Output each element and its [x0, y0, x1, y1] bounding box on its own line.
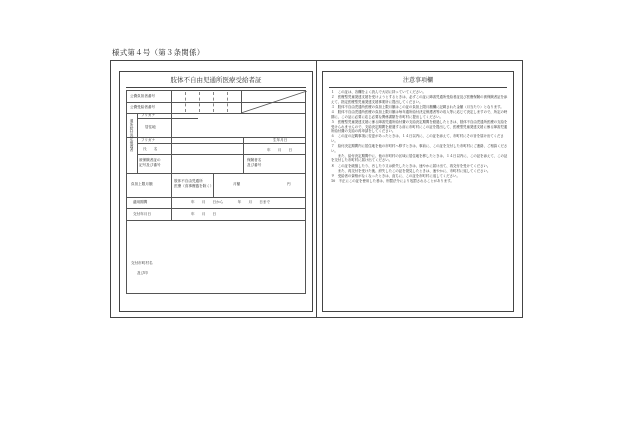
copay-limit-note: 肢体不自由児通所 医療（食事療養を除く）: [174, 179, 214, 188]
notes-title: 注意事項欄: [402, 77, 433, 84]
note-item: 10 不正にこの証を使用した者は、刑罰法令により処罰されることがあります。: [331, 179, 454, 184]
note-item: ２ 医療型児童発達支援を受けようとするときは、必ずこの証に障害児通所受給者証及び医療保険の被保険者証を添えて、指定医療型児童発達支援事業所に提出してください。: [331, 95, 508, 104]
note-item: また、再交付を受けた後、紛失したこの証を発見したときは、速やかに、市町村に返してください。: [331, 168, 491, 173]
note-item: ４ 肢体不自由児通所医療の負担上限月額は毎年通所給付決定保護者等の収入等に応じて決定しますので、所定の時期に、この証に必要に応じ必要な関係書類を市町村に提出してください。: [331, 110, 508, 119]
note-item: また、給付決定期間中に、他の市町村の区域に居住地を移したときは、１４日以内に、この証を添えて、この証を交付した市町村に届け出てください。: [331, 153, 508, 163]
birth-date-value: 年 月 日: [267, 148, 293, 152]
diagonal-strike: [241, 91, 307, 113]
insurance-no-label: 被保険者証の 記号及び番号: [139, 158, 161, 167]
insurer-no-label: 保険者名 及び番号: [247, 158, 262, 167]
note-item: ６ この証の記載事項に変更があったときは、１４日以内に、この証を添えて、市町村にその旨を届け出てください。: [331, 134, 504, 143]
form-sheet: [110, 60, 523, 318]
note-item: ５ 医療型児童発達支援に係る障害児通所給付費の支給決定期間を経過したときは、肢体不自由児通所医療の支給を受けられませんので、支給決定期間を経過する前に市町村にこの証を提出して、医療型児童発達支援に係る障害児通所給付費の支給の再申請をしてください。: [331, 119, 508, 134]
notes-underline: [329, 87, 507, 88]
period-value: 年 月 日から 年 月 日まで: [191, 200, 271, 204]
certificate-panel: [119, 71, 313, 312]
copay-limit-label: 負担上限月額: [131, 182, 153, 186]
issue-date-value: 年 月 日: [191, 212, 217, 216]
seal-label: 及び印: [137, 271, 148, 275]
title-underline: [126, 87, 306, 88]
address-label: 居住地: [145, 125, 156, 129]
public-payer-no-label: 公費負担者番号: [130, 94, 156, 98]
certificate-title: 肢体不自由児通所医療受給者証: [170, 76, 262, 84]
issue-date-label: 交付年月日: [133, 212, 151, 216]
center-fold: [316, 61, 317, 317]
notes-list: [331, 90, 509, 184]
period-label: 適用期間: [133, 200, 148, 204]
public-recipient-no-label: 公費受給者番号: [130, 105, 156, 109]
note-item: ８ この証を破損したり、汚したり又は紛失したときは、速やかに届け出て、再交付を受けてください。: [331, 163, 491, 168]
note-item: ７ 給付決定期間内に居住地を他の市町村へ移すときは、事前に、この証を交付した市町村にご連絡、ご相談ください。: [331, 144, 508, 153]
certificate-table: [126, 90, 306, 294]
notes-panel: [322, 71, 514, 312]
issuer-label: 交付市町村名: [131, 261, 153, 265]
note-item: ９ 受給者の資格がなくなったときは、直ちに、この証を市町村に返してください。: [331, 174, 460, 179]
birth-date-label: 生年月日: [273, 138, 288, 142]
note-item: ３ 肢体不自由児通所医療の負担上限月額はこの証の負担上限月額欄に記載された金額（月当たり）となります。: [331, 104, 504, 109]
name-label: 氏 名: [143, 147, 158, 151]
furigana-label: フリガナ: [141, 113, 156, 117]
guardian-section-label: 通所給付決定保護者: [130, 119, 134, 152]
monthly-label: 月額: [233, 182, 241, 186]
furigana2-label: フリガナ: [141, 138, 156, 142]
form-number-label: 様式第４号（第３条関係）: [112, 48, 205, 57]
note-item: １ この証は、各欄をよく読んで大切に持っていてください。: [331, 90, 426, 94]
yen-label: 円: [287, 182, 291, 186]
